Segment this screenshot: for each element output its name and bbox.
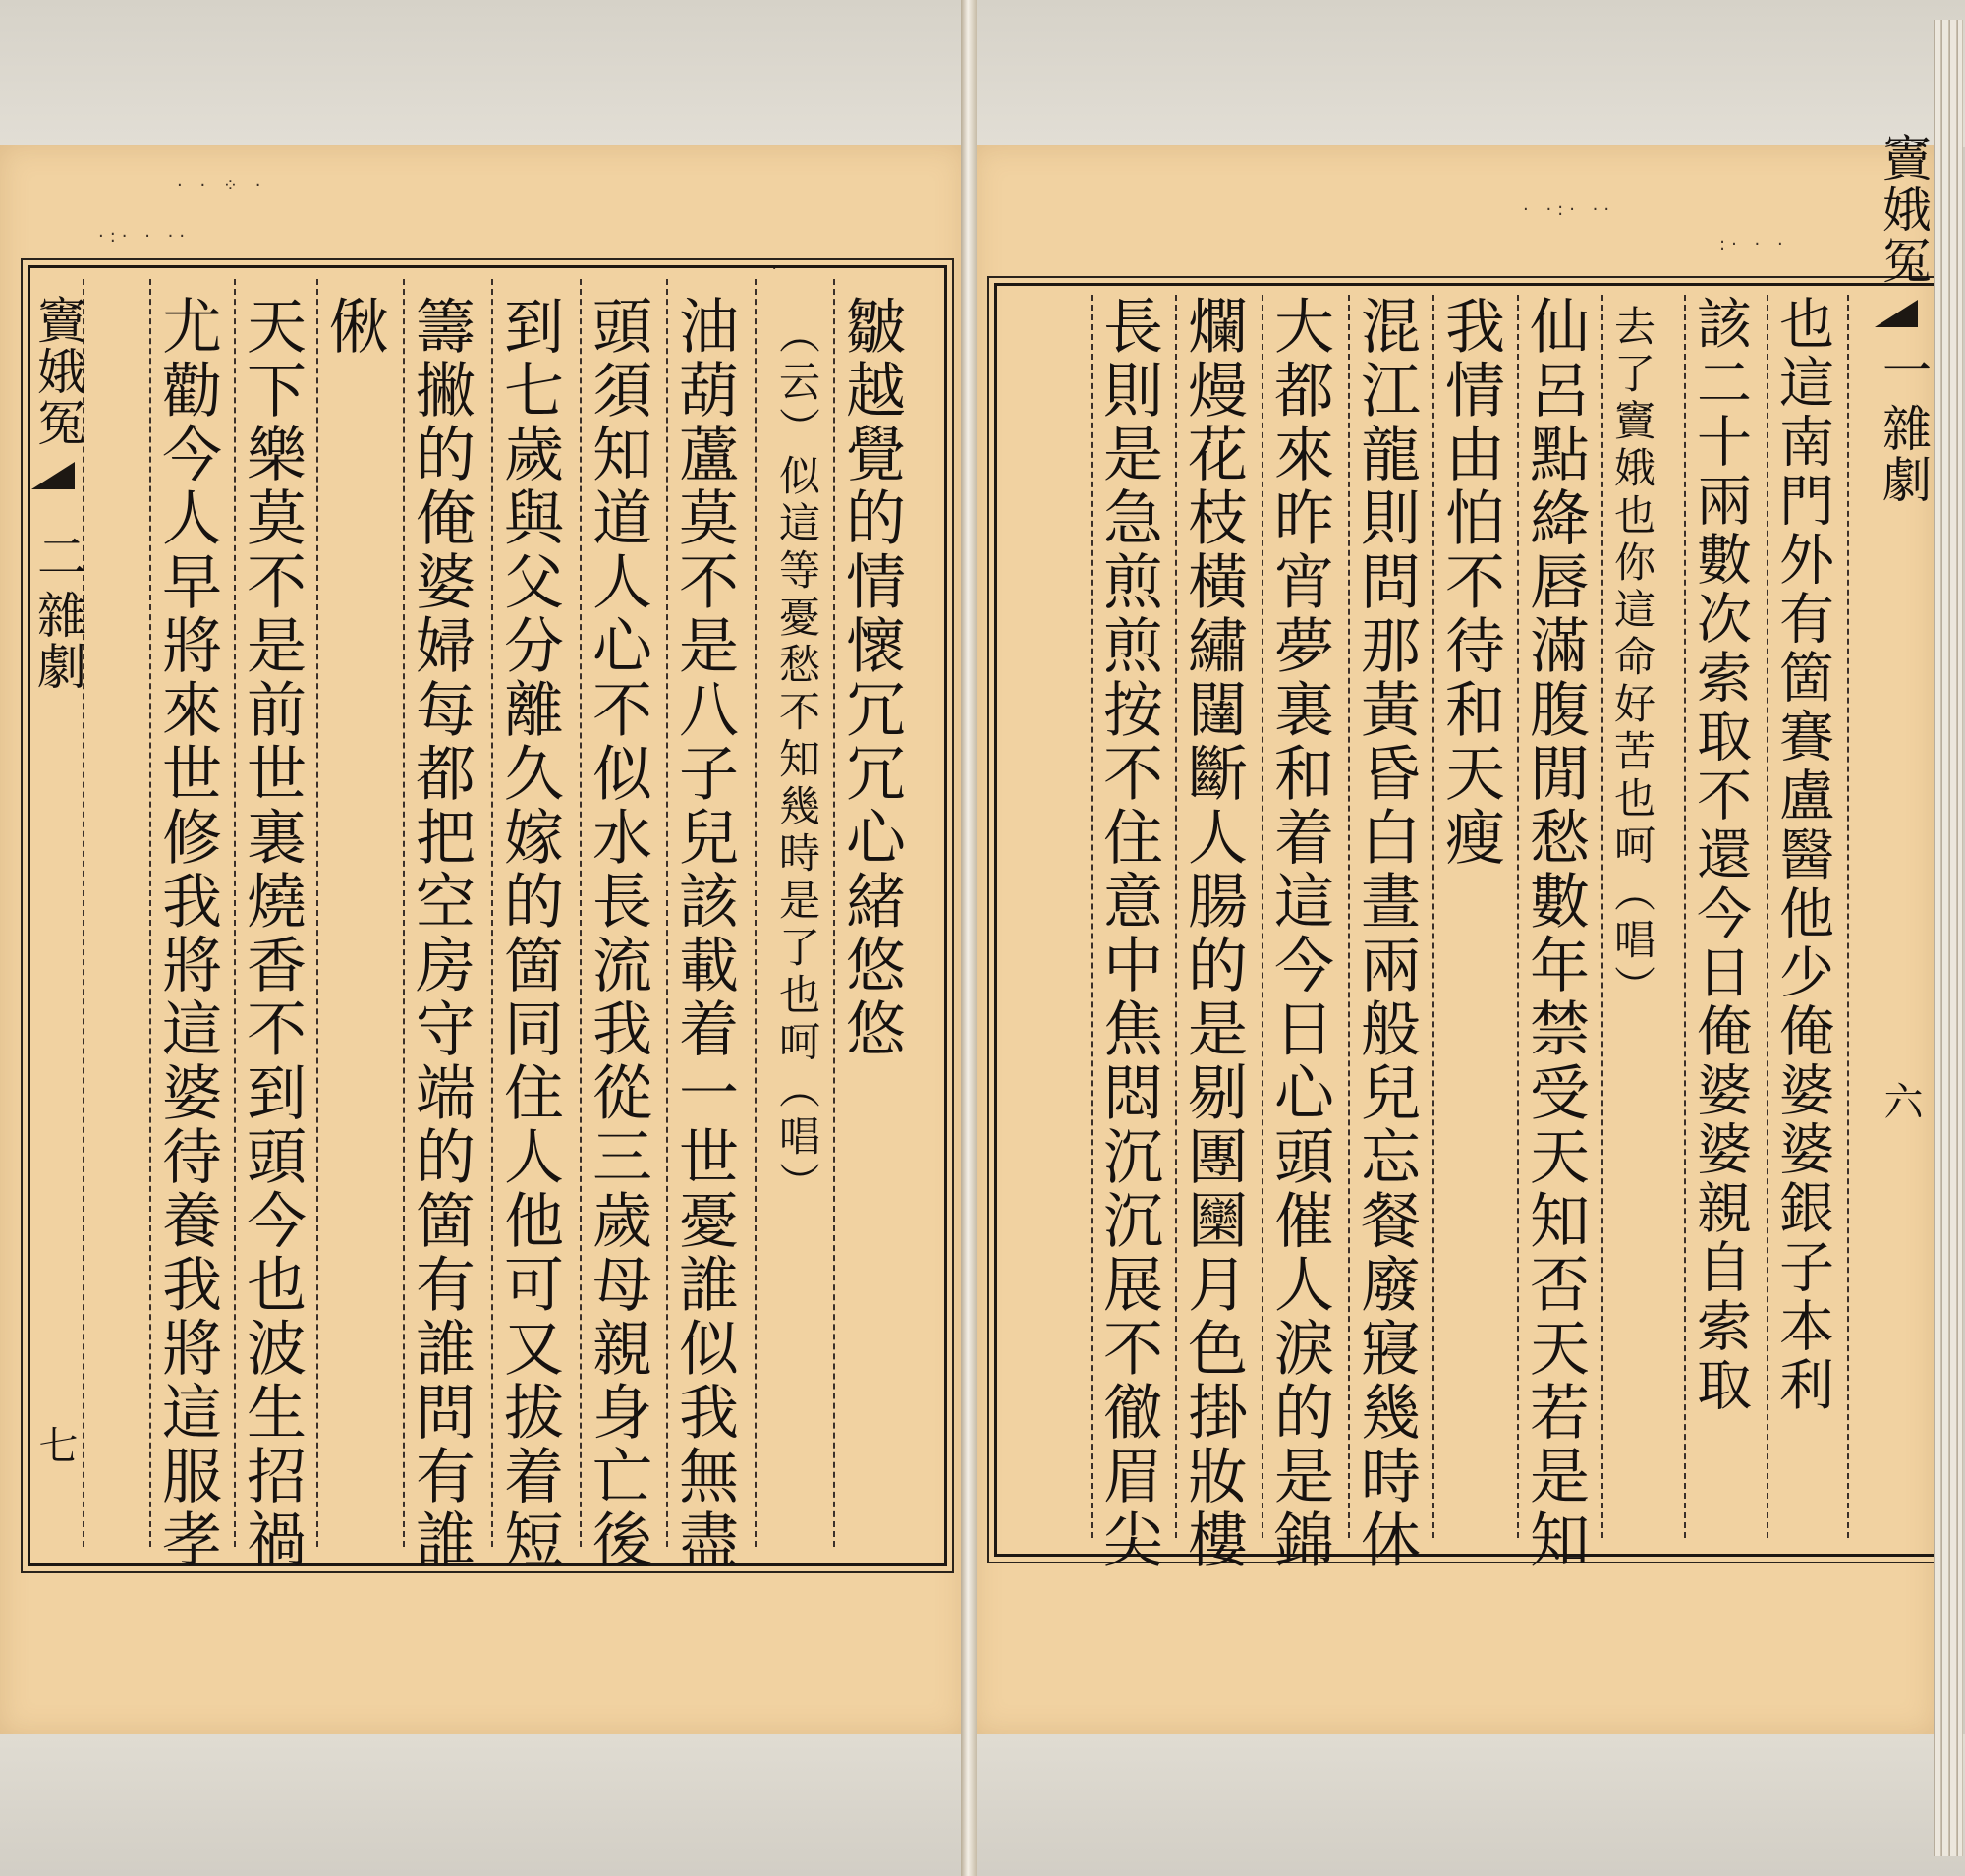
worm-speckle: · · ⁘ · <box>177 175 267 196</box>
worm-speckle: · ·:· ·· <box>1523 199 1616 220</box>
column-rule <box>1684 295 1686 1538</box>
margin-subtitle: 雜劇 <box>29 590 86 692</box>
page-edge <box>1949 20 1957 1856</box>
text-column: 爛熳花枝橫繡闥斷人腸的是剔團圞月色掛妝樓 <box>1178 295 1248 1572</box>
folio-number: 七 <box>32 1425 78 1464</box>
chapter-marker: 二 <box>29 531 86 582</box>
text-column: 混江龍則問那黃昏白晝兩般兒忘餐廢寢幾時休 <box>1351 295 1421 1572</box>
text-column: 皺越覺的情懷冗冗心緒悠悠 <box>836 295 906 1061</box>
column-rule <box>1175 295 1177 1538</box>
text-column: 該二十兩數次索取不還今日俺婆婆親自索取 <box>1688 295 1752 1415</box>
text-column: 長則是急煎煎按不住意中焦悶沉沉展不徹眉尖 <box>1094 295 1163 1572</box>
column-rule <box>1432 295 1434 1538</box>
text-column: 到七歲與父分離久嫁的箇同住人他可又拔着短 <box>494 295 564 1572</box>
worm-speckle: :· · · <box>1719 234 1789 255</box>
column-rule <box>491 279 493 1547</box>
text-column: 大都來昨宵夢裏和着這今日心頭催人淚的是錦 <box>1264 295 1334 1572</box>
margin-title: 竇娥冤 <box>29 295 86 448</box>
column-rule <box>1348 295 1350 1538</box>
page-edge <box>1941 20 1949 1856</box>
text-column: 油葫蘆莫不是八子兒該載着一世憂誰似我無盡 <box>669 295 739 1572</box>
column-rule <box>403 279 405 1547</box>
column-rule <box>316 279 318 1547</box>
bottom-backing <box>0 1734 1965 1876</box>
margin-subtitle: 雜劇 <box>1875 403 1932 505</box>
column-rule <box>1517 295 1519 1538</box>
fish-tail-mark <box>1875 300 1918 327</box>
column-rule <box>149 279 151 1547</box>
column-rule <box>1847 295 1849 1538</box>
top-backing <box>0 0 1965 147</box>
text-column: 尤勸今人早將來世修我將這婆待養我將這服孝 <box>152 295 222 1572</box>
chapter-marker: 一 <box>1875 344 1932 395</box>
margin-title: 竇娥冤 <box>1875 133 1932 286</box>
column-rule <box>1601 295 1603 1538</box>
text-column: 偢 <box>319 295 389 359</box>
text-column: 我情由怕不待和天瘦 <box>1435 295 1505 870</box>
fish-tail-mark <box>31 462 75 489</box>
column-rule <box>1262 295 1263 1538</box>
column-rule <box>666 279 668 1547</box>
page-edge <box>1934 20 1941 1856</box>
column-rule <box>833 279 835 1547</box>
text-column: 去了竇娥也你這命好苦也呵（唱） <box>1608 305 1656 1012</box>
column-rule <box>755 279 757 1547</box>
column-rule <box>83 279 84 1547</box>
text-column: 籌撇的俺婆婦每都把空房守端的箇有誰問有誰 <box>406 295 476 1572</box>
worm-speckle: · ·: <box>737 254 784 274</box>
text-column: 頭須知道人心不似水長流我從三歲母親身亡後 <box>583 295 652 1572</box>
column-rule <box>234 279 236 1547</box>
column-rule <box>1767 295 1768 1538</box>
page-edge <box>1957 20 1963 1856</box>
text-column: 仙呂點絳唇滿腹閒愁數年禁受天知否天若是知 <box>1520 295 1590 1572</box>
folio-number: 六 <box>1878 1081 1923 1120</box>
book-gutter <box>961 0 977 1876</box>
text-column: 也這南門外有箇賽盧醫他少俺婆婆銀子本利 <box>1770 295 1834 1415</box>
column-rule <box>1091 295 1093 1538</box>
worm-speckle: ·:· · ·· <box>98 226 192 247</box>
text-column: 天下樂莫不是前世裏燒香不到頭今也波生招禍 <box>237 295 307 1572</box>
column-rule <box>580 279 582 1547</box>
text-column: （云）似這等憂愁不知幾時是了也呵（唱） <box>773 313 821 1209</box>
